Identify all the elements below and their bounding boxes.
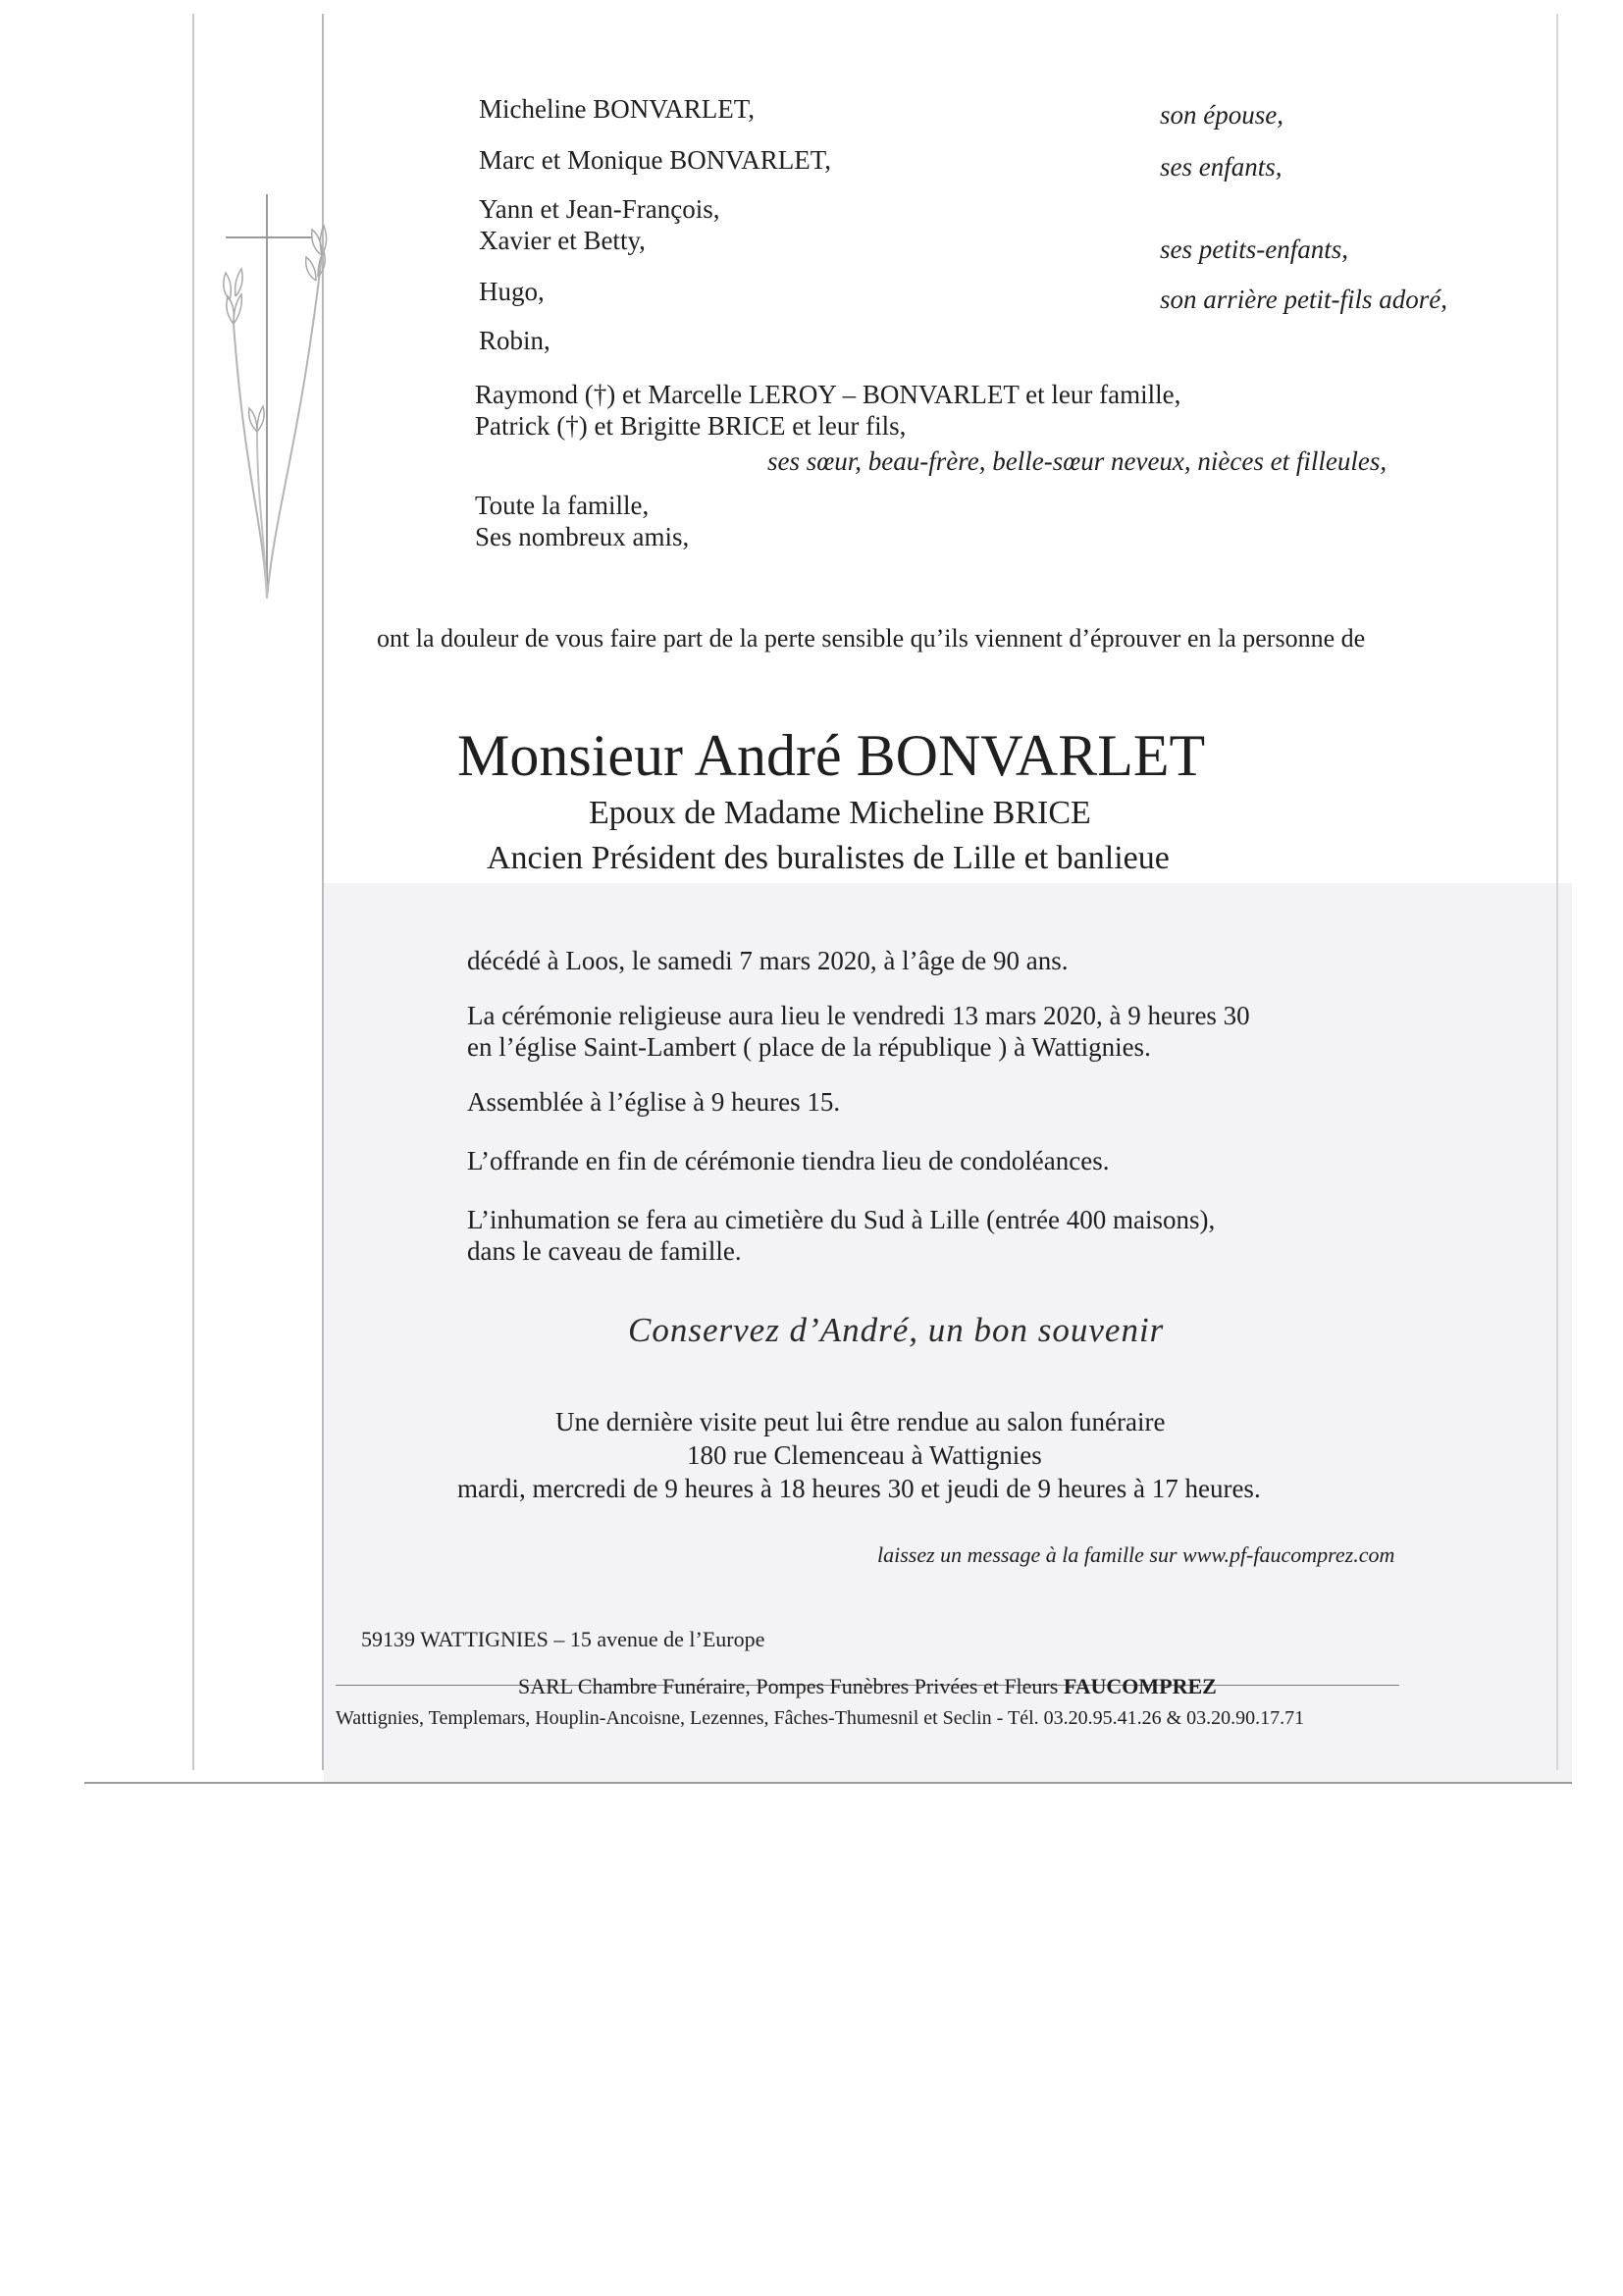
deceased-spouse: Epoux de Madame Micheline BRICE (589, 795, 1091, 831)
family-line-all-family: Toute la famille, (475, 491, 650, 520)
family-line-siblings-2: Patrick (†) et Brigitte BRICE et leur fils, (475, 411, 907, 441)
right-edge-line (1556, 14, 1558, 1770)
cross-wheat-icon (206, 186, 343, 608)
family-line-great-grandchild: Hugo, (479, 277, 545, 306)
role-siblings: ses sœur, beau-frère, belle-sœur neveux, nièces et filleules, (767, 446, 1387, 476)
family-line-friends: Ses nombreux amis, (475, 522, 690, 551)
burial-line-1: L’inhumation se fera au cimetière du Sud à Lille (entrée 400 maisons), (467, 1205, 1216, 1234)
scan-bottom-edge (84, 1782, 1572, 1784)
role-grandchildren: ses petits-enfants, (1160, 235, 1348, 264)
footer-company (518, 1676, 1217, 1697)
ceremony-line-2: en l’église Saint-Lambert ( place de la république ) à Wattignies. (467, 1032, 1151, 1062)
death-details: décédé à Loos, le samedi 7 mars 2020, à l’âge de 90 ans. (467, 946, 1069, 975)
visit-line-2: 180 rue Clemenceau à Wattignies (687, 1440, 1042, 1470)
left-fold-line (192, 14, 194, 1770)
burial-line-2: dans le caveau de famille. (467, 1236, 742, 1266)
role-children: ses enfants, (1160, 152, 1283, 182)
offering-line: L’offrande en fin de cérémonie tiendra lieu de condoléances. (467, 1146, 1110, 1175)
footer-company-prefix: SARL Chambre Funéraire, Pompes Funèbres Privées et Fleurs (518, 1674, 1059, 1698)
deceased-title: Ancien Président des buralistes de Lille et banlieue (487, 840, 1170, 876)
family-line-children: Marc et Monique BONVARLET, (479, 145, 831, 175)
family-line-spouse: Micheline BONVARLET, (479, 94, 755, 124)
announcement-text: ont la douleur de vous faire part de la perte sensible qu’ils viennent d’éprouver en la personne de (377, 624, 1366, 652)
deceased-name: Monsieur André BONVARLET (457, 723, 1206, 788)
footer-towns: Wattignies, Templemars, Houplin-Ancoisne, Lezennes, Fâches-Thumesnil et Seclin - Tél. 03.20.95.41.26 & 03.20.90.17.71 (336, 1707, 1305, 1729)
visit-line-3: mardi, mercredi de 9 heures à 18 heures 30 et jeudi de 9 heures à 17 heures. (457, 1474, 1261, 1503)
souvenir-line: Conservez d’André, un bon souvenir (628, 1311, 1165, 1349)
family-line-robin: Robin, (479, 326, 550, 355)
family-line-grandchildren-1: Yann et Jean-François, (479, 194, 720, 224)
role-spouse: son épouse, (1160, 100, 1283, 130)
message-line: laissez un message à la famille sur www.pf-faucomprez.com (877, 1542, 1395, 1567)
visit-line-1: Une dernière visite peut lui être rendue au salon funéraire (555, 1407, 1166, 1436)
family-line-grandchildren-2: Xavier et Betty, (479, 226, 646, 255)
footer-address: 59139 WATTIGNIES – 15 avenue de l’Europe (361, 1627, 765, 1651)
role-great-grandchild: son arrière petit-fils adoré, (1160, 285, 1447, 314)
family-line-siblings-1: Raymond (†) et Marcelle LEROY – BONVARLET et leur famille, (475, 380, 1181, 409)
ceremony-line-1: La cérémonie religieuse aura lieu le vendredi 13 mars 2020, à 9 heures 30 (467, 1001, 1250, 1030)
footer-company-name: FAUCOMPREZ (1063, 1674, 1217, 1698)
assembly-line: Assemblée à l’église à 9 heures 15. (467, 1087, 841, 1117)
